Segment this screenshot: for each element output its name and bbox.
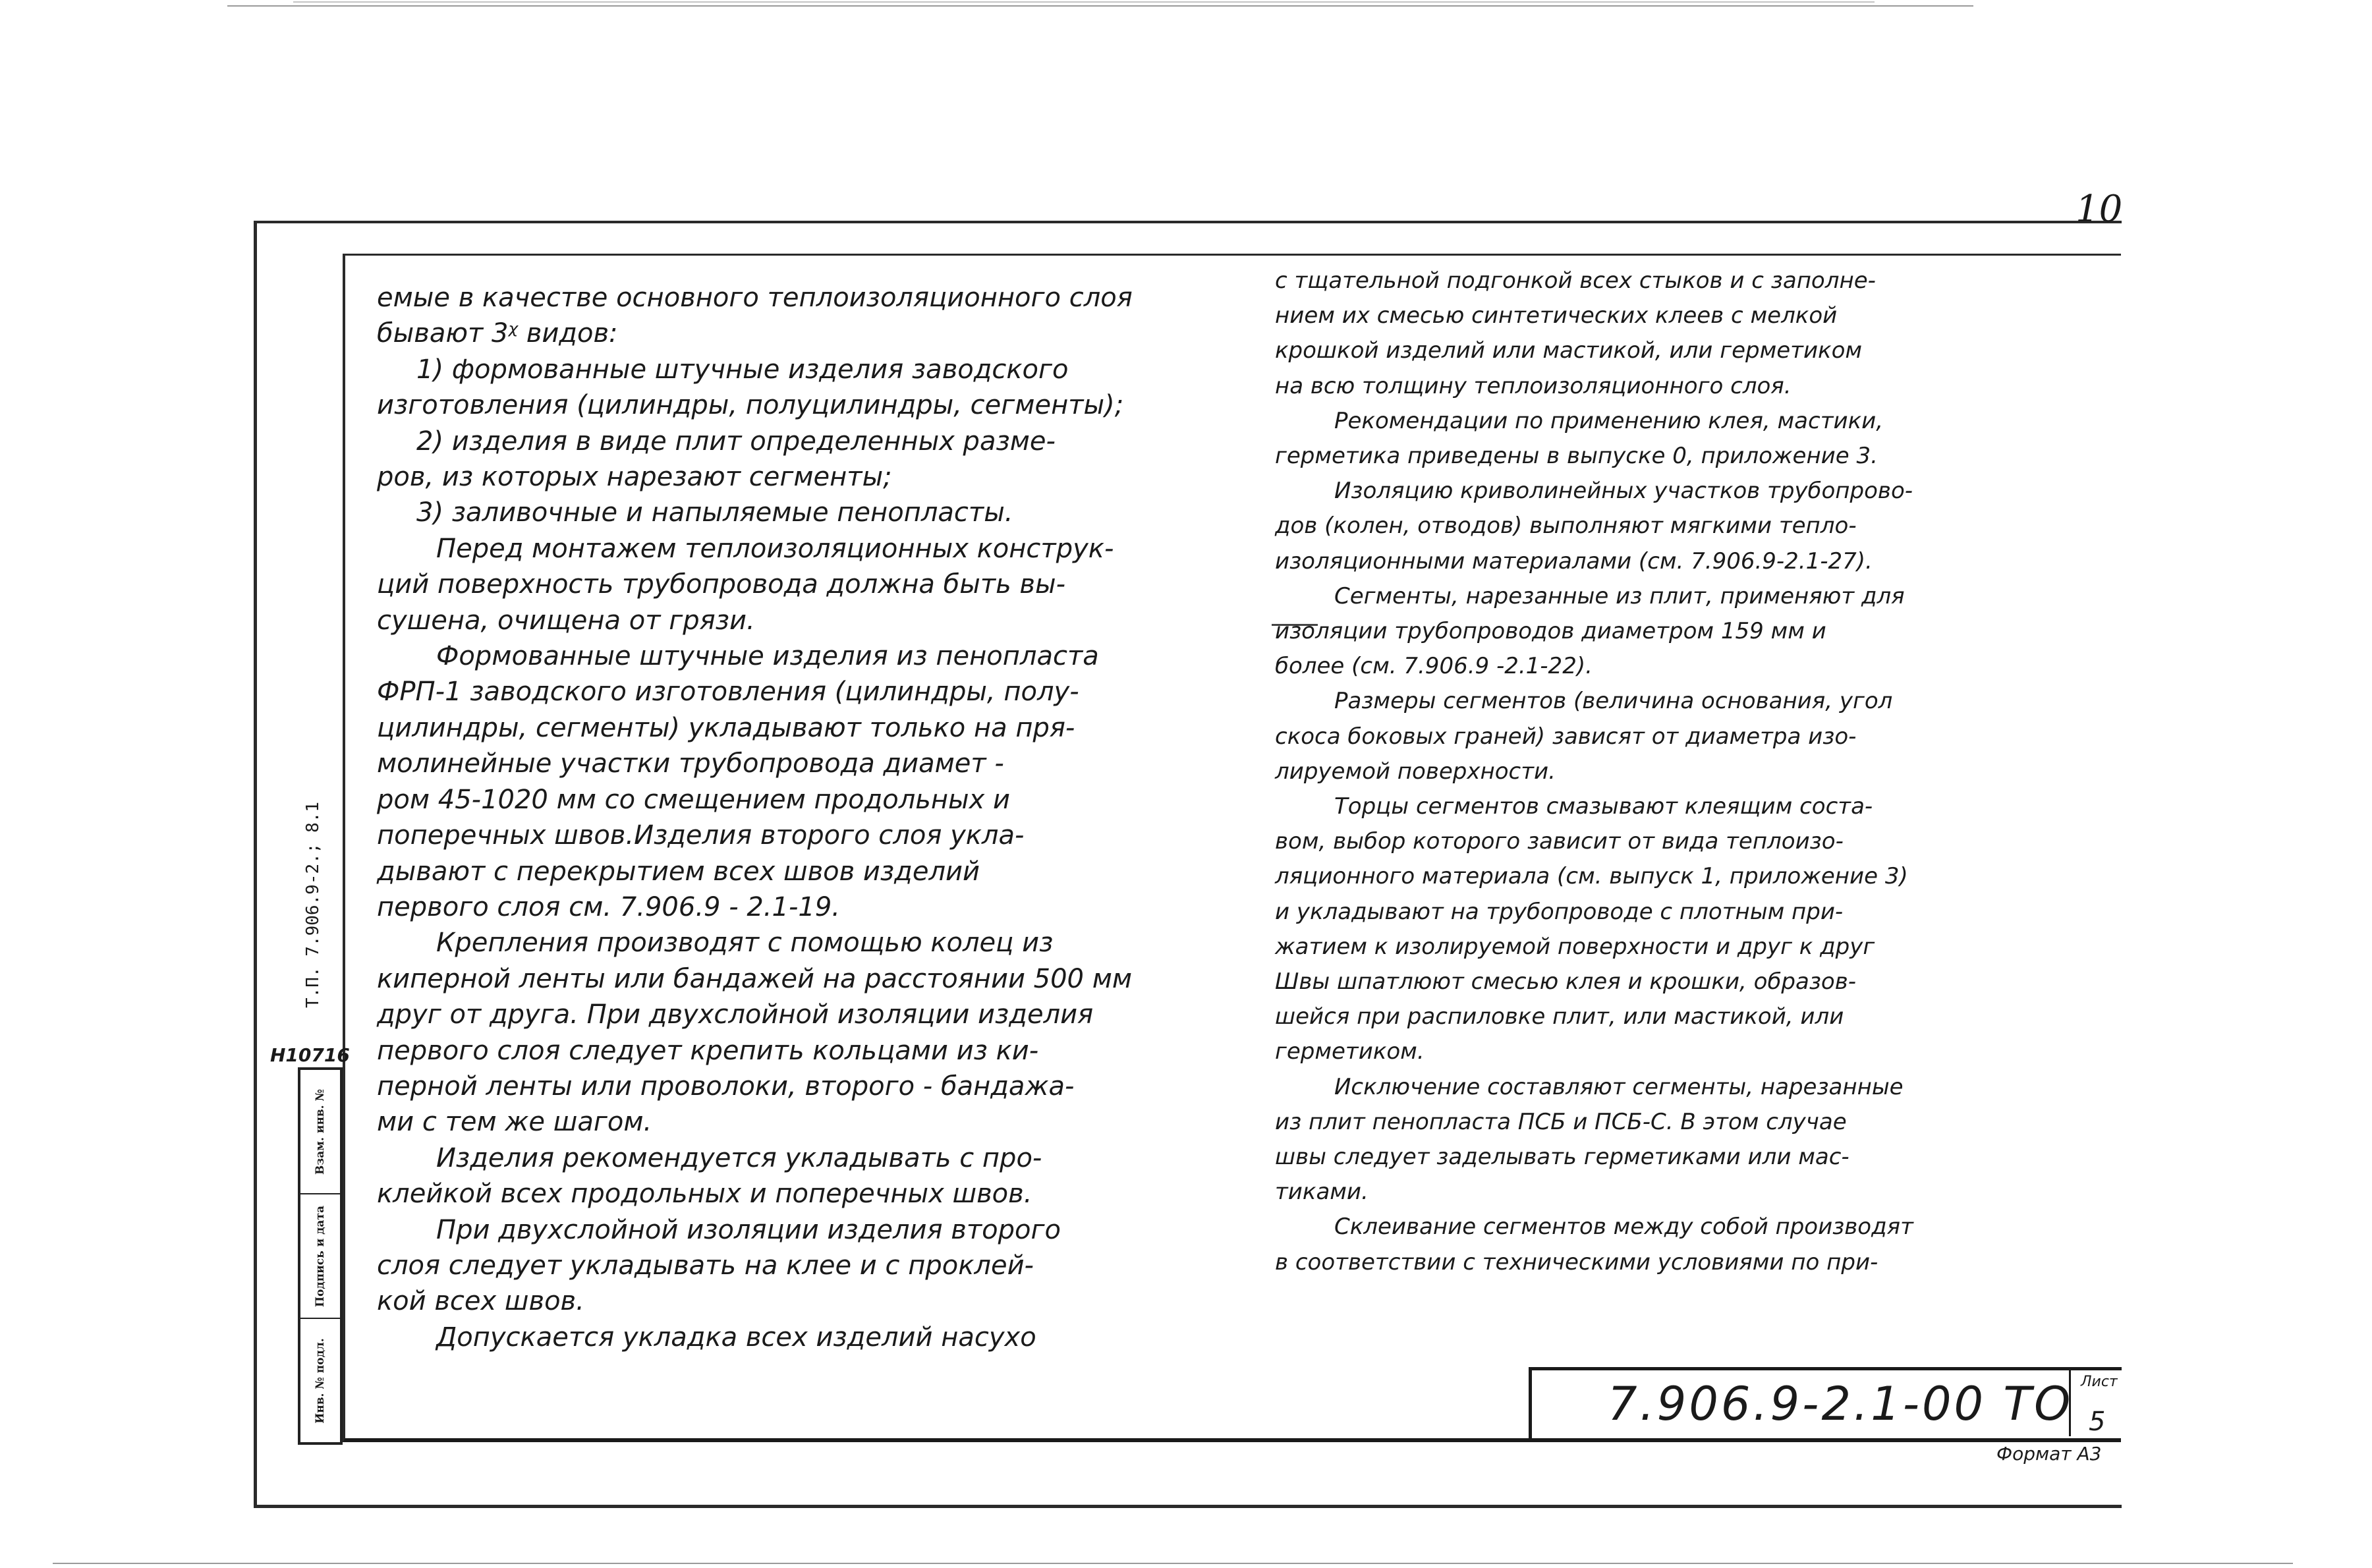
- text-line: первого слоя следует крепить кольцами из ки-: [377, 1035, 1039, 1066]
- text-line: Перед монтажем теплоизоляционных конструк-: [436, 533, 1114, 564]
- text-line: слоя следует укладывать на клее и с проклей-: [377, 1250, 1034, 1281]
- text-line: из плит пенопласта ПСБ и ПСБ-С. В этом случае: [1275, 1108, 1847, 1135]
- document-designation: 7.906.9-2.1-00 ТО: [1608, 1377, 2074, 1431]
- document-series-label: Т.П. 7.906.9-2.; 8.1: [303, 801, 323, 1008]
- text-line: Изоляцию криволинейных участков трубопрово-: [1334, 478, 1913, 505]
- text-line: тиками.: [1275, 1179, 1369, 1206]
- text-line: вом, выбор которого зависит от вида теплоизо-: [1275, 828, 1844, 855]
- scan-artifact-bottom: [53, 1563, 2293, 1564]
- sheet-number: 5: [2089, 1407, 2106, 1437]
- text-line: изоляции трубопроводов диаметром 159 мм и: [1275, 618, 1826, 645]
- text-line: Формованные штучные изделия из пенопласта: [436, 641, 1099, 672]
- text-line: герметика приведены в выпуске 0, приложение 3.: [1275, 443, 1878, 470]
- text-line: жатием к изолируемой поверхности и друг к друг: [1275, 933, 1875, 960]
- text-line: Допускается укладка всех изделий насухо: [436, 1322, 1036, 1353]
- text-line: лируемой поверхности.: [1275, 758, 1556, 785]
- text-line: 3) заливочные и напыляемые пенопласты.: [416, 497, 1013, 528]
- text-line: ФРП-1 заводского изготовления (цилиндры, полу-: [377, 677, 1079, 708]
- page-number: 10: [2076, 188, 2123, 231]
- inventory-number: Н10716: [270, 1044, 350, 1066]
- format-label: Формат А3: [1996, 1443, 2102, 1465]
- text-line: Крепления производят с помощью колец из: [436, 928, 1054, 959]
- left-text-column: [377, 280, 1133, 1355]
- text-line: При двухслойной изоляции изделия второго: [436, 1214, 1061, 1245]
- right-text-column: [1275, 264, 1913, 1280]
- text-line: ций поверхность трубопровода должна быть вы-: [377, 569, 1065, 600]
- text-line: первого слоя см. 7.906.9 - 2.1-19.: [377, 891, 841, 922]
- text-line: швы следует заделывать герметиками или мас-: [1275, 1144, 1850, 1171]
- text-line: кой всех швов.: [377, 1286, 584, 1317]
- stamp-cell-label: Взам. инв. №: [314, 1088, 327, 1175]
- text-line: с тщательной подгонкой всех стыков и с заполне-: [1275, 267, 1876, 294]
- approval-stamp: [298, 1067, 343, 1445]
- text-line: в соответствии с техническими условиями по при-: [1275, 1248, 1878, 1275]
- stamp-cell-original: [300, 1319, 340, 1442]
- text-line: ми с тем же шагом.: [377, 1107, 652, 1138]
- text-line: изоляционными материалами (см. 7.906.9-2.1-27).: [1275, 547, 1873, 574]
- text-line: Размеры сегментов (величина основания, угол: [1334, 688, 1893, 715]
- text-line: цилиндры, сегменты) укладывают только на пря-: [377, 712, 1075, 743]
- text-line: дов (колен, отводов) выполняют мягкими тепло-: [1275, 513, 1857, 540]
- text-line: и укладывают на трубопроводе с плотным при-: [1275, 898, 1844, 925]
- text-line: на всю толщину теплоизоляционного слоя.: [1275, 372, 1792, 399]
- scan-artifact-top: [227, 5, 1973, 7]
- text-line: ров, из которых нарезают сегменты;: [377, 462, 892, 493]
- text-line: клейкой всех продольных и поперечных швов.: [377, 1179, 1032, 1210]
- text-line: ром 45-1020 мм со смещением продольных и: [377, 784, 1010, 815]
- text-line: скоса боковых граней) зависят от диаметра изо-: [1275, 723, 1857, 750]
- stamp-cell-replace: [300, 1070, 340, 1194]
- text-line: Швы шпатлюют смесью клея и крошки, образов-: [1275, 968, 1857, 995]
- text-line: ляционного материала (см. выпуск 1, приложение 3): [1275, 863, 1908, 890]
- text-line: перной ленты или проволоки, второго - бандажа-: [377, 1071, 1075, 1102]
- text-line: емые в качестве основного теплоизоляционного слоя: [377, 283, 1133, 313]
- text-line: бывают 3ᵡ видов:: [377, 318, 618, 349]
- text-line: изготовления (цилиндры, полуцилиндры, сегменты);: [377, 390, 1124, 421]
- text-line: Изделия рекомендуется укладывать с про-: [436, 1142, 1042, 1173]
- text-line: герметиком.: [1275, 1038, 1425, 1065]
- sheet-label: Лист: [2081, 1374, 2118, 1390]
- text-line: Торцы сегментов смазывают клеящим соста-: [1334, 793, 1873, 820]
- text-line: более (см. 7.906.9 -2.1-22).: [1275, 653, 1593, 680]
- text-line: киперной ленты или бандажей на расстоянии 500 мм: [377, 963, 1133, 994]
- stamp-cell-signature: [300, 1194, 340, 1319]
- text-line: Рекомендации по применению клея, мастики,: [1334, 407, 1884, 434]
- text-line: поперечных швов.Изделия второго слоя укла-: [377, 820, 1025, 851]
- text-line: Сегменты, нарезанные из плит, применяют для: [1334, 582, 1905, 609]
- text-line: сушена, очищена от грязи.: [377, 605, 755, 636]
- stamp-cell-label: Инв. № подл.: [314, 1337, 327, 1424]
- text-line: шейся при распиловке плит, или мастикой, или: [1275, 1003, 1844, 1030]
- text-line: друг от друга. При двухслойной изоляции изделия: [377, 999, 1094, 1030]
- text-line: дывают с перекрытием всех швов изделий: [377, 856, 980, 887]
- stamp-cell-label: Подпись и дата: [314, 1205, 327, 1307]
- text-line: Исключение составляют сегменты, нарезанные: [1334, 1073, 1904, 1100]
- scan-artifact-top-edge: [293, 1, 1875, 3]
- text-line: Склеивание сегментов между собой производят: [1334, 1214, 1913, 1241]
- text-line: 1) формованные штучные изделия заводского: [416, 354, 1069, 385]
- text-line: молинейные участки трубопровода диамет -: [377, 748, 1004, 779]
- text-line: крошкой изделий или мастикой, или герметиком: [1275, 337, 1863, 364]
- text-line: нием их смесью синтетических клеев с мелкой: [1275, 302, 1838, 329]
- text-line: 2) изделия в виде плит определенных разме-: [416, 426, 1056, 457]
